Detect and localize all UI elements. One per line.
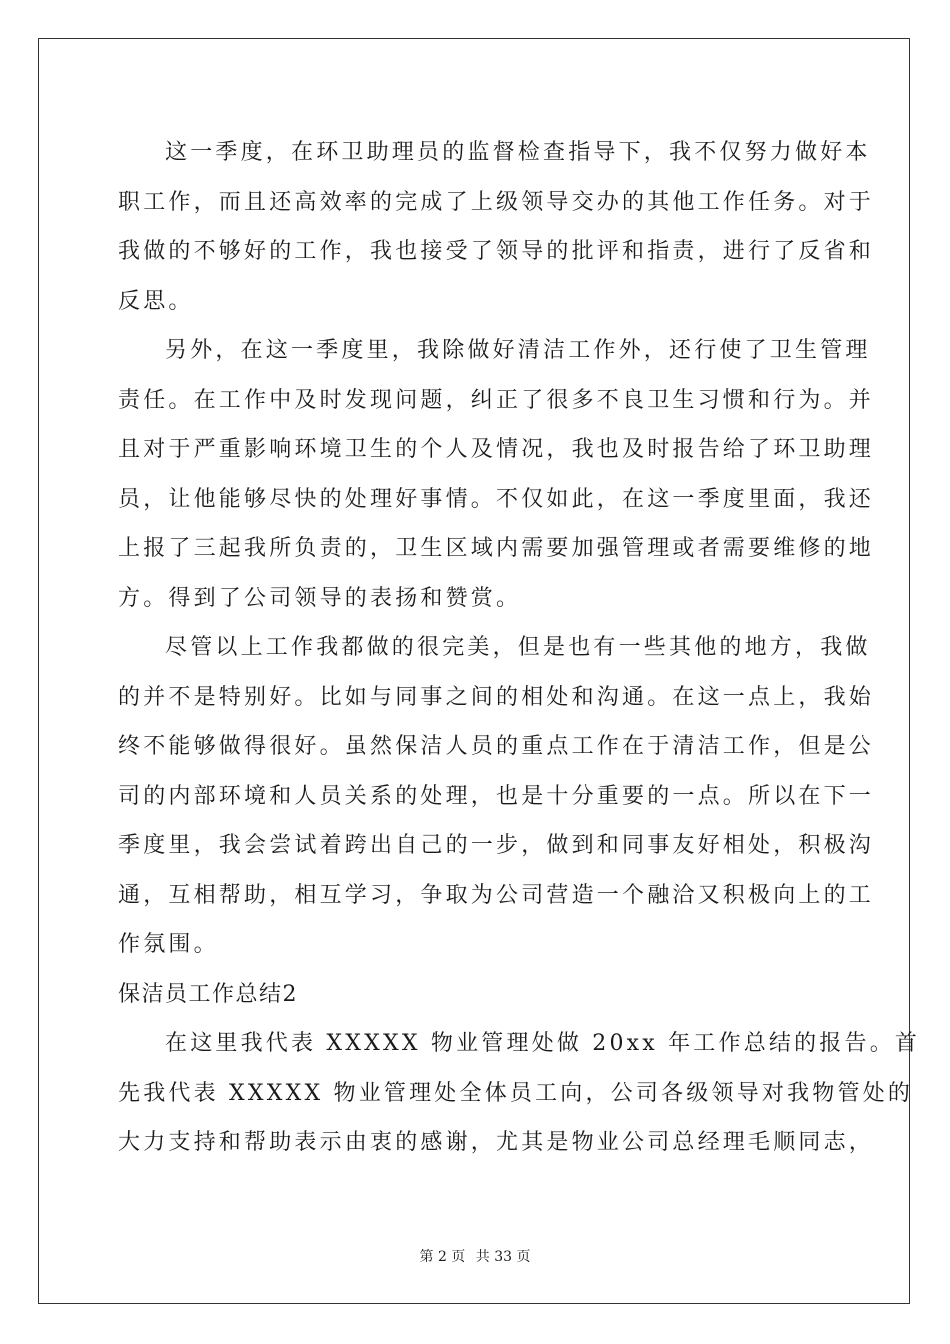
paragraph-1	[118, 128, 875, 326]
text-line: 大力支持和帮助表示由衷的感谢，尤其是物业公司总经理毛顺同志，	[118, 1130, 875, 1155]
paragraph-2	[118, 326, 875, 623]
document-body	[118, 128, 921, 1168]
section-heading: 保洁员工作总结2	[118, 981, 298, 1007]
page-footer	[0, 1246, 950, 1266]
text-line: 通，互相帮助，相互学习，争取为公司营造一个融洽又积极向上的工	[118, 882, 875, 908]
text-line: 司的内部环境和人员关系的处理，也是十分重要的一点。所以在下一	[118, 783, 875, 809]
text-line: 先我代表 XXXXX 物业管理处全体员工向，公司各级领导对我物管处的	[118, 1080, 914, 1106]
text-line: 职工作，而且还高效率的完成了上级领导交办的其他工作任务。对于	[118, 189, 875, 215]
text-line: 责任。在工作中及时发现问题，纠正了很多不良卫生习惯和行为。并	[118, 387, 875, 413]
text-line: 这一季度，在环卫助理员的监督检查指导下，我不仅努力做好本	[165, 140, 871, 165]
text-line: 作氛围。	[118, 932, 219, 957]
text-line: 反思。	[118, 288, 194, 314]
text-line: 员，让他能够尽快的处理好事情。不仅如此，在这一季度里面，我还	[118, 486, 875, 512]
text-line: 尽管以上工作我都做的很完美，但是也有一些其他的地方，我做	[165, 635, 871, 660]
text-line: 且对于严重影响环境卫生的个人及情况，我也及时报告给了环卫助理	[118, 437, 875, 462]
text-line: 上报了三起我所负责的，卫生区域内需要加强管理或者需要维修的地	[118, 536, 875, 561]
page-number: 第 2 页	[419, 1249, 466, 1265]
paragraph-3	[118, 623, 875, 970]
text-line: 另外，在这一季度里，我除做好清洁工作外，还行使了卫生管理	[165, 338, 871, 363]
text-line: 终不能够做得很好。虽然保洁人员的重点工作在于清洁工作，但是公	[118, 734, 875, 759]
text-line: 在这里我代表 XXXXX 物业管理处做 20xx 年工作总结的报告。首	[165, 1031, 921, 1056]
text-line: 方。得到了公司领导的表扬和赞赏。	[118, 585, 522, 611]
text-line: 季度里，我会尝试着跨出自己的一步，做到和同事友好相处，积极沟	[118, 833, 875, 858]
text-line: 我做的不够好的工作，我也接受了领导的批评和指责，进行了反省和	[118, 239, 875, 264]
page-total: 共 33 页	[475, 1249, 531, 1265]
text-line: 的并不是特别好。比如与同事之间的相处和沟通。在这一点上，我始	[118, 684, 875, 710]
paragraph-4	[118, 1019, 921, 1168]
